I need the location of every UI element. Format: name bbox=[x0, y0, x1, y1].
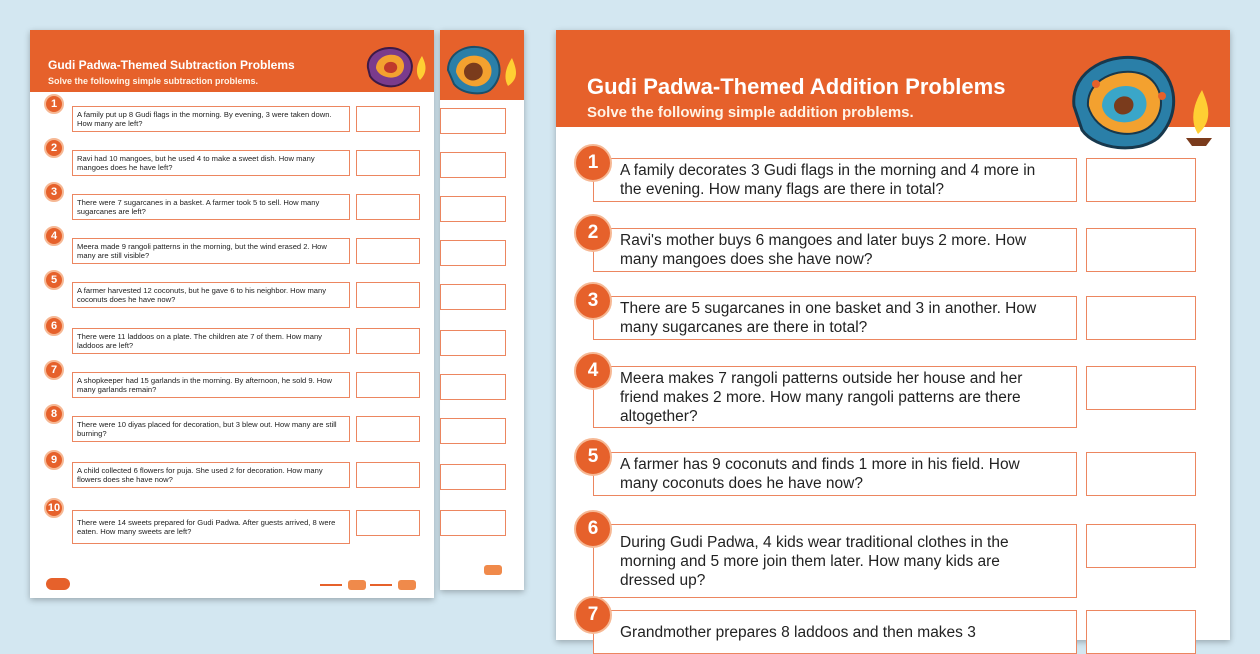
brand-logo-icon bbox=[484, 565, 502, 575]
back-answer-box bbox=[440, 510, 506, 536]
brand-logo-icon bbox=[46, 578, 70, 590]
question-text: Ravi's mother buys 6 mangoes and later buys 2 more. How many mangoes does she have now? bbox=[593, 228, 1077, 272]
question-text: There were 7 sugarcanes in a basket. A farmer took 5 to sell. How many sugarcanes are left? bbox=[72, 194, 350, 220]
question-text: There were 14 sweets prepared for Gudi Padwa. After guests arrived, 8 were eaten. How many sweets are left? bbox=[72, 510, 350, 544]
back-worksheet-page bbox=[440, 30, 524, 590]
question-text: Meera made 9 rangoli patterns in the morning, but the wind erased 2. How many are still visible? bbox=[72, 238, 350, 264]
question-text: Grandmother prepares 8 laddoos and then makes 3 bbox=[593, 610, 1077, 654]
question-number-badge: 7 bbox=[574, 596, 612, 634]
question-number-badge: 9 bbox=[44, 450, 64, 470]
back-answer-box bbox=[440, 152, 506, 178]
question-text: There are 5 sugarcanes in one basket and 3 in another. How many sugarcanes are there in total? bbox=[593, 296, 1077, 340]
answer-box[interactable] bbox=[356, 106, 420, 132]
back-answer-box bbox=[440, 196, 506, 222]
worksheet-subtitle: Solve the following simple subtraction problems. bbox=[48, 76, 259, 86]
question-number-badge: 1 bbox=[574, 144, 612, 182]
question-number-badge: 2 bbox=[44, 138, 64, 158]
worksheet-title: Gudi Padwa-Themed Subtraction Problems bbox=[48, 58, 295, 72]
question-number-badge: 5 bbox=[44, 270, 64, 290]
paisley-decoration-icon bbox=[442, 38, 522, 98]
question-number-badge: 2 bbox=[574, 214, 612, 252]
back-answer-box bbox=[440, 284, 506, 310]
question-text: A farmer harvested 12 coconuts, but he gave 6 to his neighbor. How many coconuts does he have now? bbox=[72, 282, 350, 308]
subtraction-worksheet bbox=[30, 30, 434, 598]
question-number-badge: 10 bbox=[44, 498, 64, 518]
question-text: There were 11 laddoos on a plate. The children ate 7 of them. How many laddoos are left? bbox=[72, 328, 350, 354]
answer-box[interactable] bbox=[356, 510, 420, 536]
answer-box[interactable] bbox=[356, 194, 420, 220]
back-answer-box bbox=[440, 418, 506, 444]
back-answer-box bbox=[440, 108, 506, 134]
answer-box[interactable] bbox=[356, 238, 420, 264]
question-text: During Gudi Padwa, 4 kids wear traditional clothes in the morning and 5 more join them later. How many kids are dressed up? bbox=[593, 524, 1077, 598]
answer-box[interactable] bbox=[1086, 524, 1196, 568]
footer-divider bbox=[320, 584, 342, 586]
question-text: There were 10 diyas placed for decoration, but 3 blew out. How many are still burning? bbox=[72, 416, 350, 442]
question-number-badge: 4 bbox=[44, 226, 64, 246]
answer-box[interactable] bbox=[356, 462, 420, 488]
answer-box[interactable] bbox=[356, 416, 420, 442]
answer-box[interactable] bbox=[1086, 610, 1196, 654]
back-answer-box bbox=[440, 374, 506, 400]
question-number-badge: 6 bbox=[44, 316, 64, 336]
question-number-badge: 3 bbox=[574, 282, 612, 320]
brand-logo-icon bbox=[398, 580, 416, 590]
question-number-badge: 4 bbox=[574, 352, 612, 390]
worksheet-title: Gudi Padwa-Themed Addition Problems bbox=[587, 74, 1006, 99]
question-number-badge: 6 bbox=[574, 510, 612, 548]
question-text: Meera makes 7 rangoli patterns outside her house and her friend makes 2 more. How many rangoli patterns are there altogether? bbox=[593, 366, 1077, 428]
answer-box[interactable] bbox=[1086, 366, 1196, 410]
question-text: Ravi had 10 mangoes, but he used 4 to make a sweet dish. How many mangoes does he have left? bbox=[72, 150, 350, 176]
worksheet-subtitle: Solve the following simple addition problems. bbox=[587, 104, 914, 121]
answer-box[interactable] bbox=[356, 150, 420, 176]
question-number-badge: 5 bbox=[574, 438, 612, 476]
question-text: A family decorates 3 Gudi flags in the morning and 4 more in the evening. How many flags are there in total? bbox=[593, 158, 1077, 202]
worksheet-footer bbox=[30, 572, 434, 598]
footer-divider bbox=[370, 584, 392, 586]
question-text: A farmer has 9 coconuts and finds 1 more in his field. How many coconuts does he have now? bbox=[593, 452, 1077, 496]
question-number-badge: 7 bbox=[44, 360, 64, 380]
diya-flame-icon bbox=[1193, 90, 1208, 134]
back-answer-box bbox=[440, 240, 506, 266]
paisley-decoration-icon bbox=[1066, 42, 1216, 154]
back-answer-box bbox=[440, 464, 506, 490]
answer-box[interactable] bbox=[1086, 452, 1196, 496]
question-text: A shopkeeper had 15 garlands in the morning. By afternoon, he sold 9. How many garlands remain? bbox=[72, 372, 350, 398]
answer-box[interactable] bbox=[356, 282, 420, 308]
question-number-badge: 1 bbox=[44, 94, 64, 114]
back-answer-box bbox=[440, 330, 506, 356]
answer-box[interactable] bbox=[1086, 296, 1196, 340]
brand-logo-icon bbox=[348, 580, 366, 590]
answer-box[interactable] bbox=[1086, 228, 1196, 272]
question-number-badge: 3 bbox=[44, 182, 64, 202]
answer-box[interactable] bbox=[356, 328, 420, 354]
question-text: A child collected 6 flowers for puja. She used 2 for decoration. How many flowers does she have now? bbox=[72, 462, 350, 488]
answer-box[interactable] bbox=[356, 372, 420, 398]
question-number-badge: 8 bbox=[44, 404, 64, 424]
addition-worksheet bbox=[556, 30, 1230, 640]
question-text: A family put up 8 Gudi flags in the morning. By evening, 3 were taken down. How many are left? bbox=[72, 106, 350, 132]
answer-box[interactable] bbox=[1086, 158, 1196, 202]
paisley-decoration-icon bbox=[362, 40, 432, 90]
